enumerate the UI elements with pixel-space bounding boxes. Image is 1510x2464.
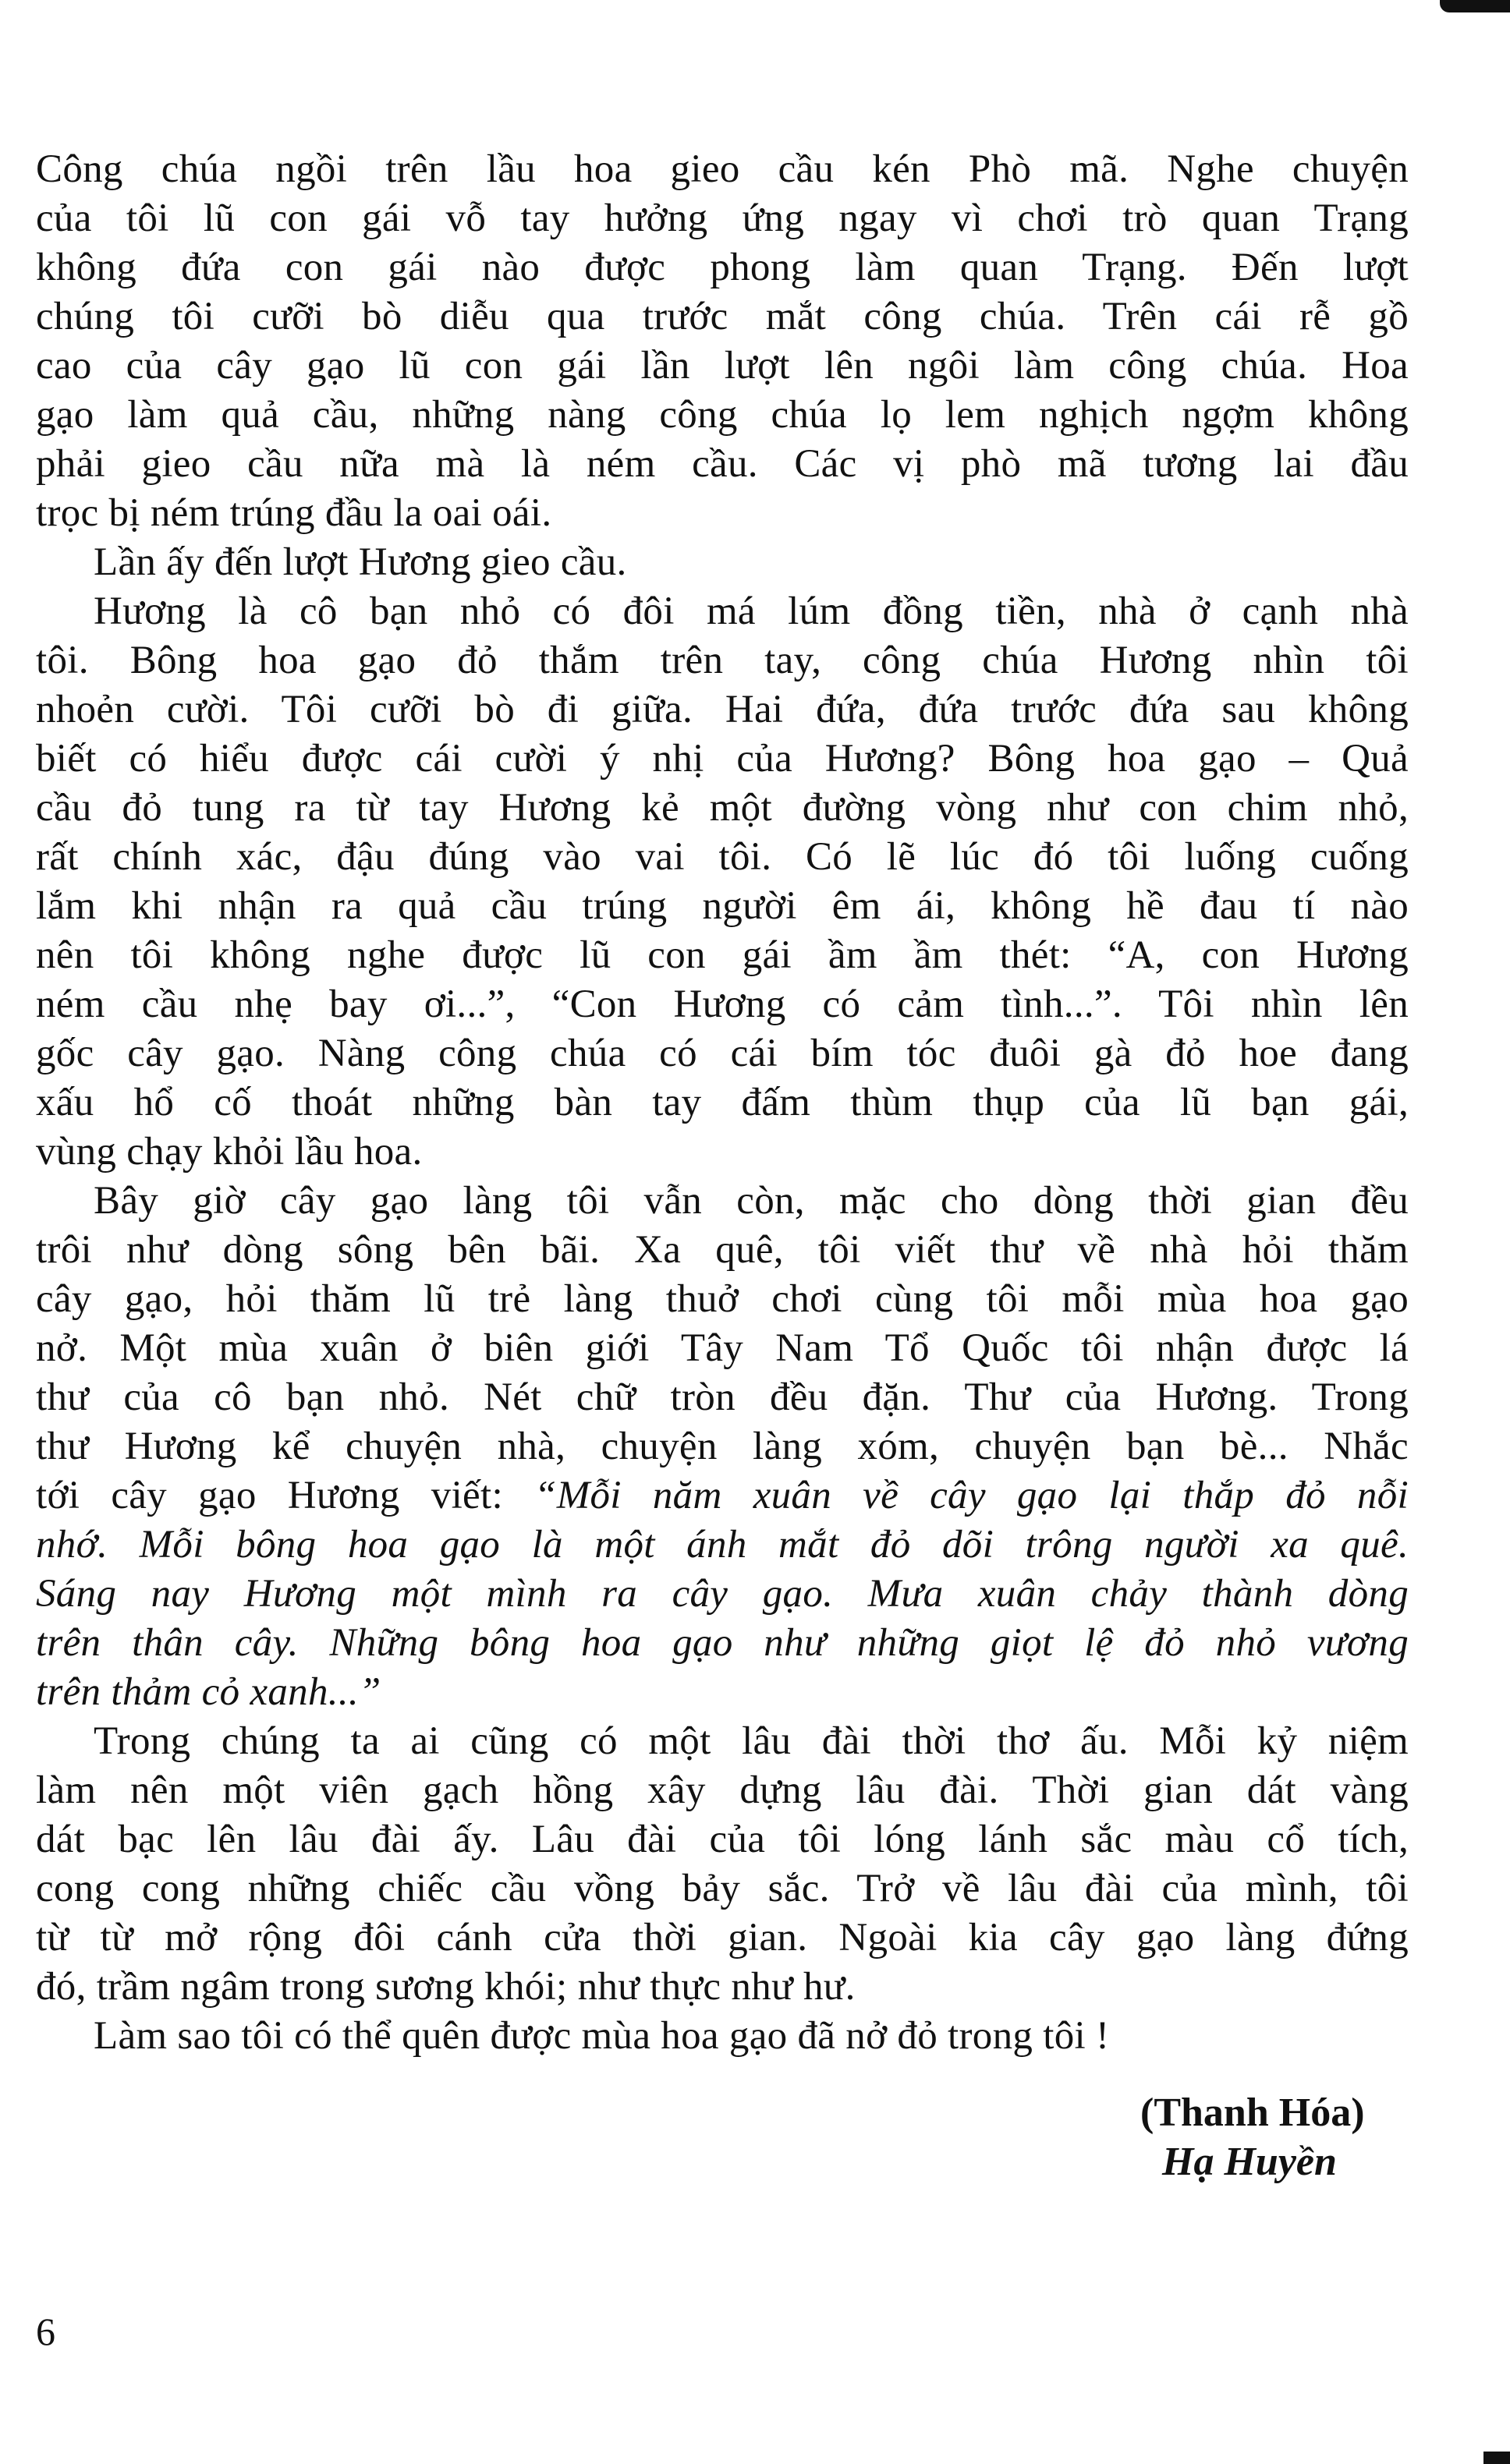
text-line: trôi như dòng sông bên bãi. Xa quê, tôi viết thư về nhà hỏi thăm <box>36 1228 1409 1272</box>
quoted-letter-line: Sáng nay Hương một mình ra cây gạo. Mưa xuân chảy thành dòng <box>36 1572 1409 1616</box>
quoted-letter-text: “Mỗi năm xuân về cây gạo lại thắp đỏ nỗi <box>534 1474 1409 1517</box>
text-segment: tới cây gạo Hương viết: <box>36 1474 503 1517</box>
text-line: thư của cô bạn nhỏ. Nét chữ tròn đều đặn. Thư của Hương. Trong <box>36 1375 1409 1419</box>
text-line: Hương là cô bạn nhỏ có đôi má lúm đồng tiền, nhà ở cạnh nhà <box>94 589 1409 633</box>
text-line: Bây giờ cây gạo làng tôi vẫn còn, mặc cho dòng thời gian đều <box>94 1179 1409 1223</box>
quoted-letter-line: trên thân cây. Những bông hoa gạo như những giọt lệ đỏ nhỏ vương <box>36 1621 1409 1665</box>
text-line: cầu đỏ tung ra từ tay Hương kẻ một đường vòng như con chim nhỏ, <box>36 786 1409 830</box>
text-line: không đứa con gái nào được phong làm quan Trạng. Đến lượt <box>36 246 1409 289</box>
text-line: dát bạc lên lâu đài ấy. Lâu đài của tôi lóng lánh sắc màu cổ tích, <box>36 1818 1409 1861</box>
text-line: thư Hương kể chuyện nhà, chuyện làng xóm, chuyện bạn bè... Nhắc <box>36 1425 1409 1468</box>
text-line: nở. Một mùa xuân ở biên giới Tây Nam Tổ Quốc tôi nhận được lá <box>36 1326 1409 1370</box>
text-line: gạo làm quả cầu, những nàng công chúa lọ lem nghịch ngợm không <box>36 393 1409 437</box>
text-line <box>36 1471 1409 1521</box>
text-line: rất chính xác, đậu đúng vào vai tôi. Có lẽ lúc đó tôi luống cuống <box>36 835 1409 879</box>
article-body <box>36 145 1409 2061</box>
text-line: ném cầu nhẹ bay ơi...”, “Con Hương có cảm tình...”. Tôi nhìn lên <box>36 982 1409 1026</box>
text-line: chúng tôi cưỡi bò diễu qua trước mắt công chúa. Trên cái rễ gồ <box>36 295 1409 338</box>
scan-edge-mark <box>1440 0 1510 12</box>
text-line: cây gạo, hỏi thăm lũ trẻ làng thuở chơi cùng tôi mỗi mùa hoa gạo <box>36 1277 1409 1321</box>
text-line: từ từ mở rộng đôi cánh cửa thời gian. Ngoài kia cây gạo làng đứng <box>36 1916 1409 1960</box>
text-line: đó, trầm ngâm trong sương khói; như thực như hư. <box>36 1965 856 2009</box>
text-line: làm nên một viên gạch hồng xây dựng lâu đài. Thời gian dát vàng <box>36 1768 1409 1812</box>
scan-edge-mark-bottom <box>1483 2452 1510 2464</box>
signature-place: (Thanh Hóa) <box>1140 2091 1365 2135</box>
text-line: trọc bị ném trúng đầu la oai oái. <box>36 491 552 535</box>
text-line: phải gieo cầu nữa mà là ném cầu. Các vị phò mã tương lai đầu <box>36 442 1409 486</box>
closing-line: Làm sao tôi có thể quên được mùa hoa gạo đã nở đỏ trong tôi ! <box>94 2014 1110 2058</box>
signature-author: Hạ Huyền <box>1162 2140 1337 2184</box>
text-line: nên tôi không nghe được lũ con gái ầm ầm thét: “A, con Hương <box>36 933 1409 977</box>
text-line: Lần ấy đến lượt Hương gieo cầu. <box>94 540 627 584</box>
text-line: gốc cây gạo. Nàng công chúa có cái bím tóc đuôi gà đỏ hoe đang <box>36 1032 1409 1075</box>
text-line: Công chúa ngồi trên lầu hoa gieo cầu kén Phò mã. Nghe chuyện <box>36 147 1409 191</box>
text-line: vùng chạy khỏi lầu hoa. <box>36 1130 423 1174</box>
text-line: cao của cây gạo lũ con gái lần lượt lên ngôi làm công chúa. Hoa <box>36 344 1409 388</box>
text-line: tôi. Bông hoa gạo đỏ thắm trên tay, công chúa Hương nhìn tôi <box>36 639 1409 682</box>
text-line: của tôi lũ con gái vỗ tay hưởng ứng ngay vì chơi trò quan Trạng <box>36 196 1409 240</box>
text-line: Trong chúng ta ai cũng có một lâu đài thời thơ ấu. Mỗi kỷ niệm <box>94 1719 1409 1763</box>
page-number: 6 <box>36 2310 55 2353</box>
quoted-letter-line: trên thảm cỏ xanh...” <box>36 1670 381 1714</box>
text-line: xấu hổ cố thoát những bàn tay đấm thùm thụp của lũ bạn gái, <box>36 1081 1409 1124</box>
quoted-letter-line: nhớ. Mỗi bông hoa gạo là một ánh mắt đỏ dõi trông người xa quê. <box>36 1523 1409 1567</box>
text-line: lắm khi nhận ra quả cầu trúng người êm ái, không hề đau tí nào <box>36 884 1409 928</box>
text-line: nhoẻn cười. Tôi cưỡi bò đi giữa. Hai đứa, đứa trước đứa sau không <box>36 688 1409 731</box>
text-line: biết có hiểu được cái cười ý nhị của Hương? Bông hoa gạo – Quả <box>36 737 1409 781</box>
text-line: cong cong những chiếc cầu vồng bảy sắc. Trở về lâu đài của mình, tôi <box>36 1867 1409 1910</box>
